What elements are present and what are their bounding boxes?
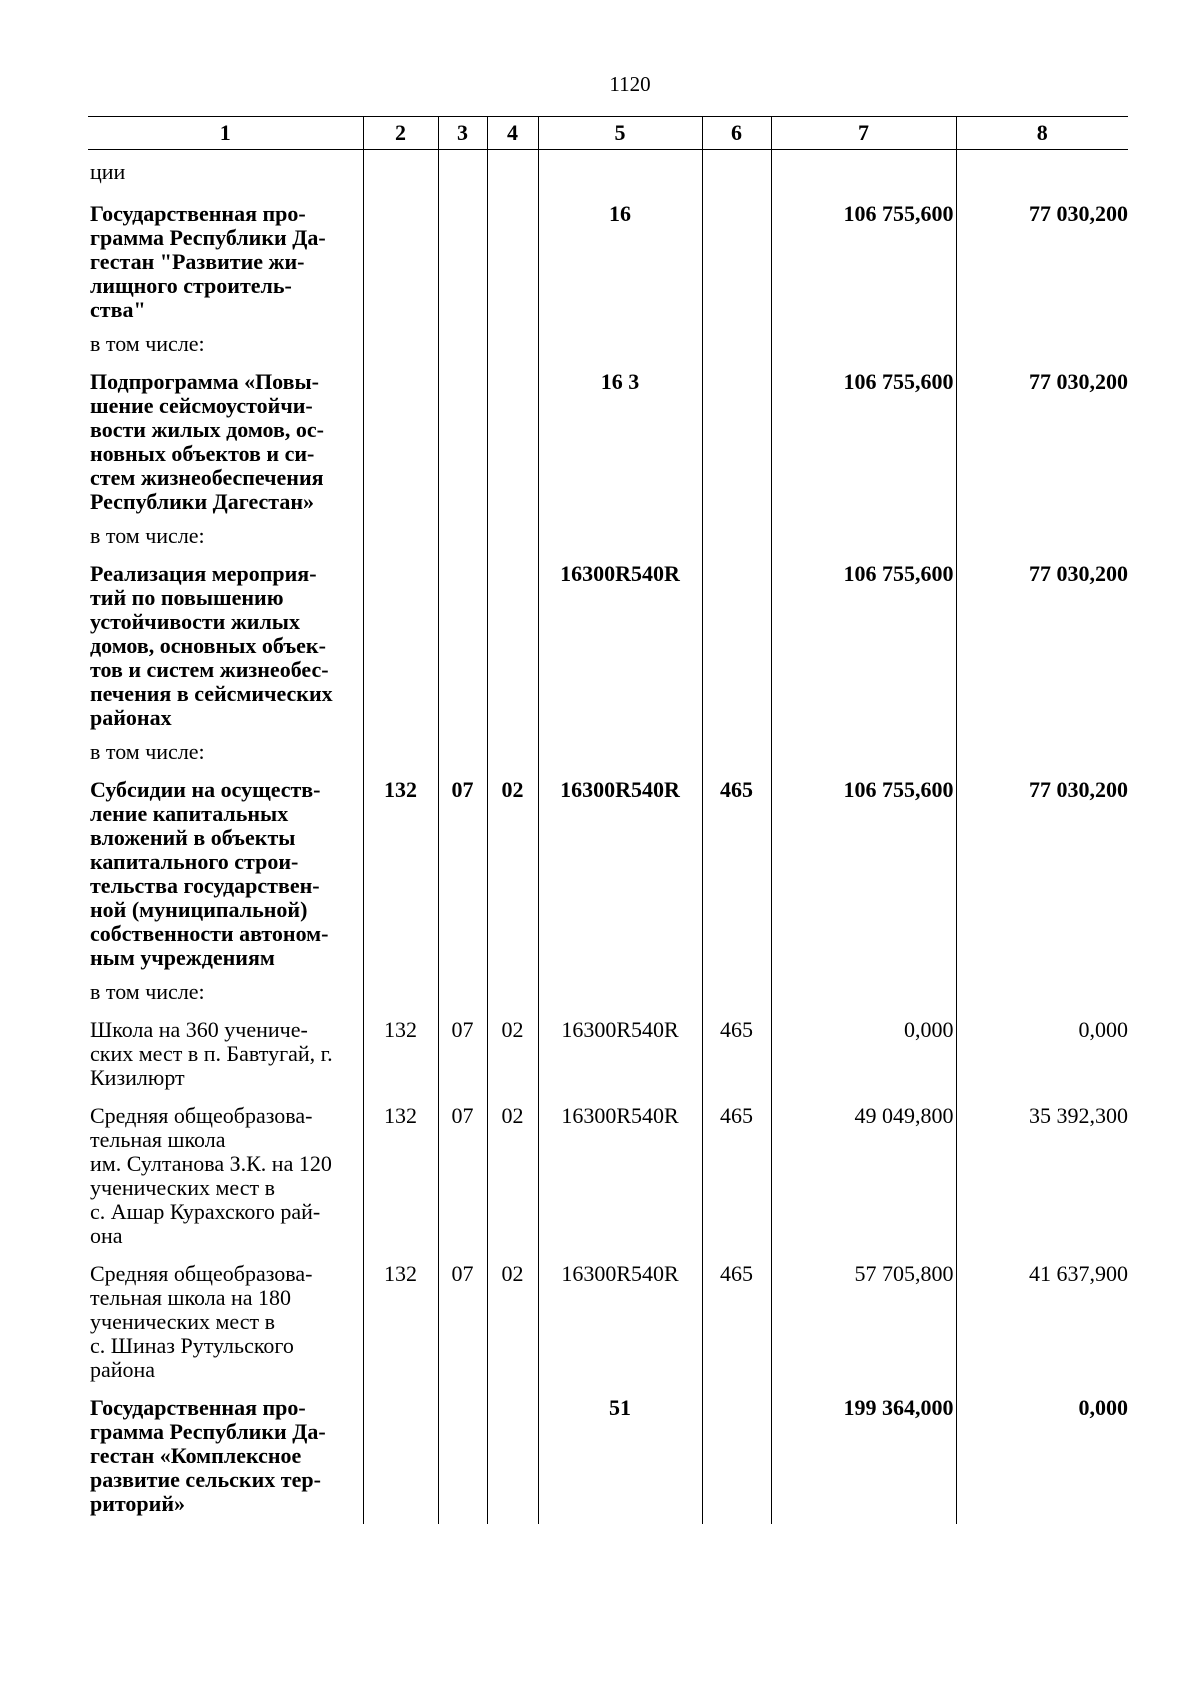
expense-type-cell [702,184,771,322]
header-row [88,117,1128,150]
chapter-code-cell: 07 [438,764,487,970]
row-label-cell: Подпрограмма «Повы- шение сейсмоустойчи- вости жилых домов, ос- новных объектов и си- стем жизнеобеспечения Республики Дагестан» [90,369,324,514]
chapter-code-cell [438,356,487,514]
amount-year2-cell [956,970,1128,1004]
subchapter-code-cell [487,514,538,548]
amount-year2-cell [956,730,1128,764]
expense-type-cell [702,970,771,1004]
subchapter-code-cell: 02 [487,764,538,970]
row-label-cell: Средняя общеобразова- тельная школа на 180 ученических мест в с. Шиназ Рутульского района [90,1261,313,1382]
amount-year1-cell: 106 755,600 [771,356,956,514]
target-article-cell: 16300R540R [538,764,702,970]
target-article-cell [538,970,702,1004]
amount-year1-cell [771,150,956,185]
expense-type-cell [702,356,771,514]
expense-type-cell [702,514,771,548]
expense-type-cell [702,730,771,764]
target-article-cell: 16300R540R [538,1090,702,1248]
subchapter-code-cell: 02 [487,1248,538,1382]
section-code-cell [363,514,438,548]
section-code-cell [363,150,438,185]
chapter-code-cell [438,1382,487,1524]
amount-year1-cell: 106 755,600 [771,764,956,970]
target-article-cell [538,150,702,185]
expense-type-cell [702,150,771,185]
row-label-cell: Средняя общеобразова- тельная школа им. Султанова З.К. на 120 ученических мест в с. Ашар Курахского рай- она [90,1103,332,1248]
amount-year1-cell: 199 364,000 [771,1382,956,1524]
chapter-code-cell [438,322,487,356]
section-code-cell [363,970,438,1004]
subchapter-code-cell [487,548,538,730]
row-label-cell: в том числе: [90,739,205,764]
table-row [88,730,1128,764]
header-cell: 6 [702,117,771,150]
amount-year1-cell [771,730,956,764]
amount-year2-cell [956,514,1128,548]
section-code-cell [363,356,438,514]
subchapter-code-cell [487,356,538,514]
subchapter-code-cell [487,322,538,356]
table-row [88,548,1128,730]
table-row [88,322,1128,356]
table-row [88,764,1128,970]
chapter-code-cell [438,514,487,548]
table-row [88,1090,1128,1248]
section-code-cell [363,322,438,356]
target-article-cell: 16 [538,184,702,322]
row-label-cell: Государственная про- грамма Республики Да- гестан "Развитие жи- лищного строитель- ства" [90,201,326,322]
row-label-cell: в том числе: [90,331,205,356]
amount-year2-cell: 0,000 [956,1382,1128,1524]
expense-type-cell [702,1382,771,1524]
amount-year1-cell: 106 755,600 [771,184,956,322]
section-code-cell: 132 [363,764,438,970]
amount-year1-cell: 49 049,800 [771,1090,956,1248]
subchapter-code-cell [487,1382,538,1524]
chapter-code-cell [438,184,487,322]
amount-year1-cell [771,970,956,1004]
table-row [88,150,1128,185]
section-code-cell [363,1382,438,1524]
header-cell: 7 [771,117,956,150]
subchapter-code-cell: 02 [487,1004,538,1090]
amount-year2-cell [956,150,1128,185]
row-label-cell: Реализация мероприя- тий по повышению устойчивости жилых домов, основных объек- тов и систем жизнеобес- печения в сейсмических районах [90,561,333,730]
section-code-cell [363,730,438,764]
row-label-cell: Субсидии на осуществ- ление капитальных вложений в объекты капитального строи- тельства государствен- ной (муниципальной) собственности автоном- ным учреждениям [90,777,329,970]
header-cell: 2 [363,117,438,150]
expense-type-cell: 465 [702,1090,771,1248]
amount-year2-cell: 35 392,300 [956,1090,1128,1248]
target-article-cell [538,322,702,356]
subchapter-code-cell [487,184,538,322]
amount-year2-cell: 77 030,200 [956,184,1128,322]
chapter-code-cell [438,150,487,185]
chapter-code-cell: 07 [438,1090,487,1248]
chapter-code-cell [438,970,487,1004]
table-row [88,1248,1128,1382]
section-code-cell: 132 [363,1248,438,1382]
page-number: 1120 [609,72,651,96]
amount-year1-cell [771,322,956,356]
target-article-cell: 16300R540R [538,548,702,730]
section-code-cell: 132 [363,1004,438,1090]
row-label-cell: ции [90,159,126,184]
amount-year2-cell [956,322,1128,356]
amount-year2-cell: 77 030,200 [956,548,1128,730]
chapter-code-cell [438,730,487,764]
chapter-code-cell [438,548,487,730]
amount-year1-cell: 57 705,800 [771,1248,956,1382]
header-cell: 5 [538,117,702,150]
amount-year1-cell: 106 755,600 [771,548,956,730]
header-cell: 4 [487,117,538,150]
section-code-cell [363,548,438,730]
amount-year2-cell: 41 637,900 [956,1248,1128,1382]
header-cell: 1 [88,117,363,150]
budget-table [88,116,1128,1524]
header-cell: 8 [956,117,1128,150]
subchapter-code-cell [487,970,538,1004]
amount-year1-cell [771,514,956,548]
chapter-code-cell: 07 [438,1004,487,1090]
target-article-cell [538,730,702,764]
table-row [88,184,1128,322]
target-article-cell: 51 [538,1382,702,1524]
subchapter-code-cell: 02 [487,1090,538,1248]
target-article-cell [538,514,702,548]
expense-type-cell: 465 [702,1004,771,1090]
row-label-cell: в том числе: [90,979,205,1004]
section-code-cell [363,184,438,322]
table-row [88,1382,1128,1524]
expense-type-cell: 465 [702,764,771,970]
section-code-cell: 132 [363,1090,438,1248]
subchapter-code-cell [487,150,538,185]
amount-year2-cell: 77 030,200 [956,356,1128,514]
amount-year2-cell: 0,000 [956,1004,1128,1090]
table-row [88,356,1128,514]
expense-type-cell [702,548,771,730]
row-label-cell: в том числе: [90,523,205,548]
target-article-cell: 16300R540R [538,1248,702,1382]
row-label-cell: Школа на 360 учениче- ских мест в п. Бавтугай, г. Кизилюрт [90,1017,333,1090]
row-label-cell: Государственная про- грамма Республики Да- гестан «Комплексное развитие сельских тер- риторий» [90,1395,326,1516]
table-row [88,1004,1128,1090]
subchapter-code-cell [487,730,538,764]
header-cell: 3 [438,117,487,150]
expense-type-cell: 465 [702,1248,771,1382]
target-article-cell: 16 3 [538,356,702,514]
expense-type-cell [702,322,771,356]
table-row [88,970,1128,1004]
chapter-code-cell: 07 [438,1248,487,1382]
amount-year2-cell: 77 030,200 [956,764,1128,970]
amount-year1-cell: 0,000 [771,1004,956,1090]
target-article-cell: 16300R540R [538,1004,702,1090]
table-row [88,514,1128,548]
